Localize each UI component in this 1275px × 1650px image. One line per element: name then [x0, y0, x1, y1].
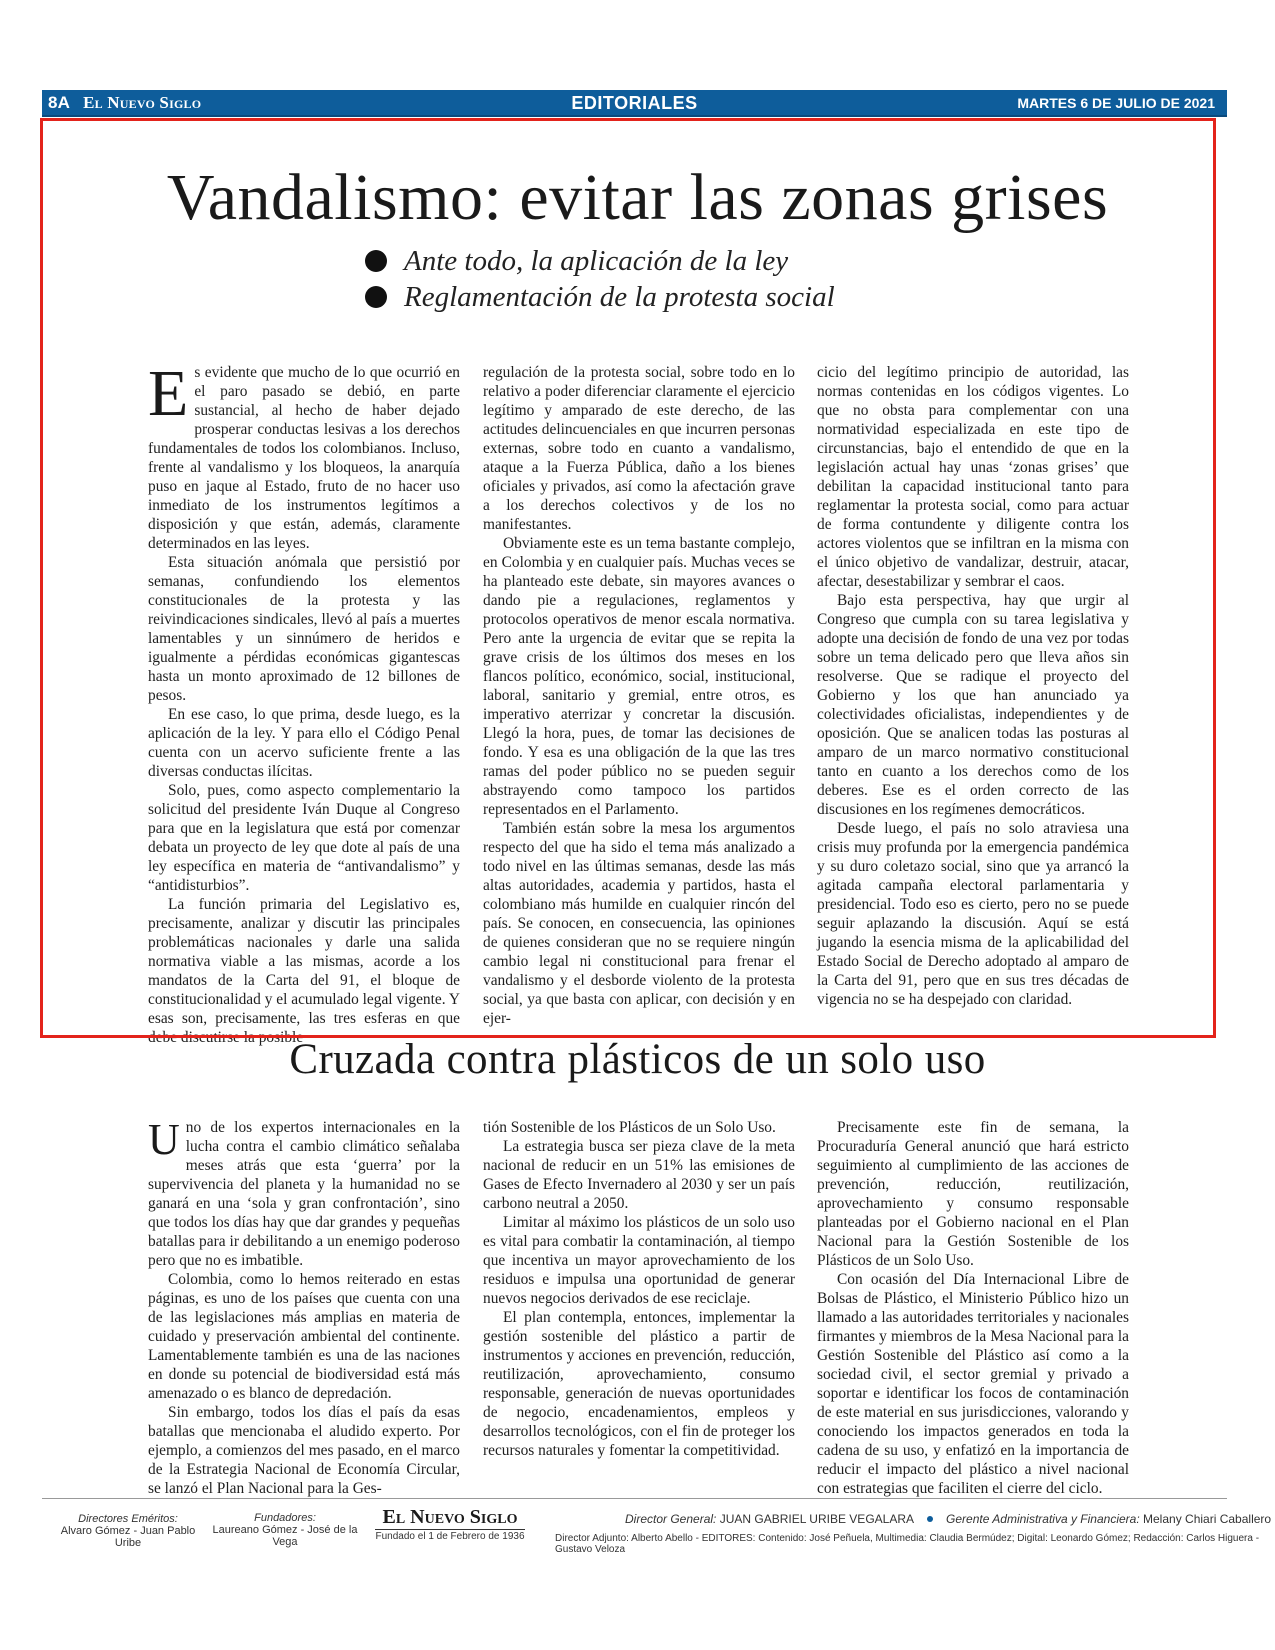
paragraph: Colombia, como lo hemos reiterado en estas páginas, es uno de los países que cuenta con una de las legislaciones más amplias en materia de cuidado y preservación ambiental del continente. Lamentablemente también es una de las naciones en donde su potencial de biodiversidad está más amenazado o es blanco de depredación. — [148, 1271, 460, 1402]
editorial-1-column-1 — [148, 357, 460, 1047]
paragraph: Obviamente este es un tema bastante complejo, en Colombia y en cualquier país. Muchas veces se ha planteado este debate, sin mayores avances o dando pie a regulaciones, reglamentos y protocolos operativos de menor escala normativa. Pero ante la urgencia de evitar que se repita la grave crisis de los últimos dos meses en los flancos político, económico, social, institucional, laboral, sanitario y gremial, entre otros, es imperativo aterrizar y concretar la discusión. Llegó la hora, pues, de tomar las decisiones de fondo. Y esa es una obligación de la que las tres ramas del poder público no se pueden seguir abstrayendo como tampoco los partidos representados en el Parlamento. — [483, 535, 795, 818]
paragraph: La función primaria del Legislativo es, precisamente, analizar y discutir las principales problemáticas nacionales y darle una salida normativa viable a las mismas, acorde a los mandatos de la Carta del 91, el bloque de constitucionalidad y el acumulado legal vigente. Y esas son, precisamente, las tres esferas en que debe discutirse la posible — [148, 896, 460, 1046]
paragraph: Bajo esta perspectiva, hay que urgir al Congreso que cumpla con su tarea legislativa y adopte una decisión de fondo de una vez por todas sobre un tema delicado pero que lleva años sin resolverse. Que se radique el proyecto del Gobierno y los que han anunciado ya colectividades oficialistas, independientes y de oposición. Que se analicen todas las posturas al amparo de un marco normativo constitucional tanto en cuanto a los derechos como de los deberes. Ese es el orden correcto de las discusiones en los regímenes democráticos. — [817, 592, 1129, 818]
subtitle-item — [365, 279, 835, 315]
drop-cap: U — [148, 1115, 180, 1164]
page-header-bar — [42, 90, 1227, 117]
paragraph: Esta situación anómala que persistió por semanas, confundiendo los elementos constitucionales de la protesta y las reivindicaciones sindicales, llevó al país a muertes lamentables y un sinnúmero de heridos e igualmente a pérdidas económicas gigantescas hasta un monto aproximado de 12 billones de pesos. — [148, 554, 460, 704]
editorial-2-column-2 — [483, 1118, 795, 1460]
drop-cap: E — [148, 357, 189, 430]
footer-directores — [48, 1513, 208, 1549]
paragraph: Precisamente este fin de semana, la Procuraduría General anunció que hará estricto seguimiento al cumplimiento de las acciones de prevención, reducción, reutilización, aprovechamiento y consumo responsable planteadas por el Gobierno nacional en el Plan Nacional para la Gestión Sostenible de los Plásticos de un Solo Uso. — [817, 1119, 1129, 1269]
editorial-1-column-2 — [483, 363, 795, 1028]
fundadores-label: Fundadores: — [254, 1512, 316, 1524]
paragraph: Solo, pues, como aspecto complementario la solicitud del presidente Iván Duque al Congreso para que en la legislatura que está por comenzar debata un proyecto de ley que dote al país de una ley específica en materia de “antivandalismo” y “antidisturbios”. — [148, 782, 460, 894]
footer-fundadores — [205, 1512, 365, 1548]
footer-logo — [375, 1506, 525, 1542]
paragraph: Es evidente que mucho de lo que ocurrió en el paro pasado se debió, en parte sustancial, al hecho de haber dejado prosperar conductas lesivas a los derechos fundamentales de todos los colombianos. Incluso, frente al vandalismo y los bloqueos, la anarquía puso en jaque al Estado, fruto de no hacer uso inmediato de los instrumentos legítimos a disposición y que están, además, claramente determinados en las leyes. — [148, 357, 460, 552]
editorial-1-subtitles — [365, 243, 835, 315]
editorial-1-column-3 — [817, 363, 1129, 1009]
paragraph: cicio del legítimo principio de autoridad, las normas contenidas en los códigos vigentes. Lo que no obsta para complementar con una normatividad especializada en este tipo de circunstancias, bajo el entendido de que en la legislación actual hay unas ‘zonas grises’ que debilitan la capacidad institucional tanto para reglamentar la protesta social, como para actuar de forma contundente y diligente contra los actores violentos que se infiltran en la misma con el único objetivo de vandalizar, destruir, atacar, afectar, desestabilizar y sembrar el caos. — [817, 364, 1129, 590]
founded-date: Fundado el 1 de Febrero de 1936 — [375, 1531, 525, 1542]
editorial-2-column-3 — [817, 1118, 1129, 1498]
paragraph: Limitar al máximo los plásticos de un solo uso es vital para combatir la contaminación, al tiempo que incentiva un mayor aprovechamiento de los residuos e impulsa una oportunidad de generar nuevos negocios derivados de ese reciclaje. — [483, 1214, 795, 1307]
bullet-icon — [365, 286, 387, 308]
directores-names: Alvaro Gómez - Juan Pablo Uribe — [60, 1525, 196, 1549]
paragraph: tión Sostenible de los Plásticos de un Solo Uso. — [483, 1119, 776, 1136]
paragraph: En ese caso, lo que prima, desde luego, es la aplicación de la ley. Y para ello el Código Penal cuenta con un acervo suficiente frente a las diversas conductas ilícitas. — [148, 706, 460, 780]
paper-logo: El Nuevo Siglo — [382, 1506, 518, 1528]
paragraph: Desde luego, el país no solo atraviesa una crisis muy profunda por la emergencia pandémica y su duro coletazo social, sino que ya arrancó la agitada campaña electoral parlamentaria y presidencial. Todo eso es cierto, pero no se puede seguir aplazando la discusión. Aquí se está jugando la esencia misma de la aplicabilidad del Estado Social de Derecho adoptado al amparo de la Carta del 91, pero que en sus tres décadas de vigencia no se ha despejado con claridad. — [817, 820, 1129, 1008]
paragraph: El plan contempla, entonces, implementar la gestión sostenible del plástico a partir de instrumentos y acciones en prevención, reducción, reutilización, aprovechamiento, consumo responsable, generación de nuevas oportunidades de negocio, encadenamientos, empleos y desarrollos tecnológicos, con el fin de proteger los recursos naturales y fomentar la competitividad. — [483, 1309, 795, 1459]
paragraph: regulación de la protesta social, sobre todo en lo relativo a poder diferenciar claramente el ejercicio legítimo y amparado de este derecho, de las actitudes delincuenciales en que incurren personas externas, sobre todo en cuanto a vandalismo, ataque a la Fuerza Pública, daño a los bienes oficiales y privados, así como la afectación grave a los derechos colectivos y de los no manifestantes. — [483, 364, 795, 533]
paragraph: Con ocasión del Día Internacional Libre de Bolsas de Plástico, el Ministerio Público hizo un llamado a las autoridades territoriales y nacionales firmantes y miembros de la Mesa Nacional para la Gestión Sostenible del Plástico así como a la sociedad civil, el sector gremial y privado a soportar e identificar los focos de contaminación de este material en sus jurisdicciones, valorando y conociendo los impactos generados en toda la cadena de su uso, y enfatizó en la importancia de reducir el impacto del plástico a nivel nacional con estrategias que faciliten el cierre del ciclo. — [817, 1271, 1129, 1497]
paragraph: Uno de los expertos internacionales en la lucha contra el cambio climático señalaba meses atrás que esta ‘guerra’ por la supervivencia del planeta y la humanidad no se ganará en una ‘sola y gran confrontación’, sino que todos los días hay que dar grandes y pequeñas batallas para ir debilitando a un enemigo poderoso pero que no es imbatible. — [148, 1115, 460, 1269]
director-label: Director General: — [625, 1512, 717, 1526]
paper-name: El Nuevo Siglo — [83, 93, 202, 112]
bullet-icon — [365, 250, 387, 272]
footer-staff-main — [625, 1512, 1271, 1526]
separator-dot-icon — [927, 1516, 933, 1522]
page-number: 8A — [48, 93, 71, 112]
directores-label: Directores Eméritos: — [78, 1513, 178, 1525]
subtitle-text: Ante todo, la aplicación de la ley — [404, 245, 789, 277]
footer-staff-line: Director Adjunto: Alberto Abello - EDITORES: Contenido: José Peñuela, Multimedia: Claudia Bermúdez; Digital: Leonardo Gómez; Redacción: Carlos Higuera - Gustavo Veloza — [555, 1533, 1260, 1555]
director-name: JUAN GABRIEL URIBE VEGALARA — [719, 1512, 914, 1526]
issue-date: MARTES 6 DE JULIO DE 2021 — [1017, 95, 1215, 111]
editorial-1-title: Vandalismo: evitar las zonas grises — [166, 161, 1109, 234]
editorial-2-column-1 — [148, 1115, 460, 1498]
subtitle-item — [365, 243, 835, 279]
section-title: EDITORIALES — [571, 93, 698, 113]
gerente-label: Gerente Administrativa y Financiera: — [946, 1512, 1140, 1526]
paragraph: Sin embargo, todos los días el país da esas batallas que mencionaba el aludido experto. Por ejemplo, a comienzos del mes pasado, en el marco de la Estrategia Nacional de Economía Circular, se lanzó el Plan Nacional para la Ges- — [148, 1404, 460, 1497]
editorial-2-title: Cruzada contra plásticos de un solo uso — [289, 1036, 986, 1083]
footer-divider — [42, 1498, 1227, 1499]
paragraph: También están sobre la mesa los argumentos respecto del que ha sido el tema más analizado a todo nivel en las últimas semanas, desde las más altas autoridades, academia y partidos, hasta el colombiano más humilde en cualquier rincón del país. Se conocen, en consecuencia, las opiniones de quienes consideran que no se requiere ningún cambio legal ni constitucional para frenar el vandalismo y el desborde violento de la protesta social, ya que basta con aplicar, con decisión y en ejer- — [483, 820, 795, 1027]
paragraph: La estrategia busca ser pieza clave de la meta nacional de reducir en un 51% las emisiones de Gases de Efecto Invernadero al 2030 y ser un país carbono neutral a 2050. — [483, 1138, 795, 1212]
subtitle-text: Reglamentación de la protesta social — [404, 281, 835, 313]
gerente-name: Melany Chiari Caballero — [1143, 1512, 1272, 1526]
fundadores-names: Laureano Gómez - José de la Vega — [212, 1524, 358, 1548]
